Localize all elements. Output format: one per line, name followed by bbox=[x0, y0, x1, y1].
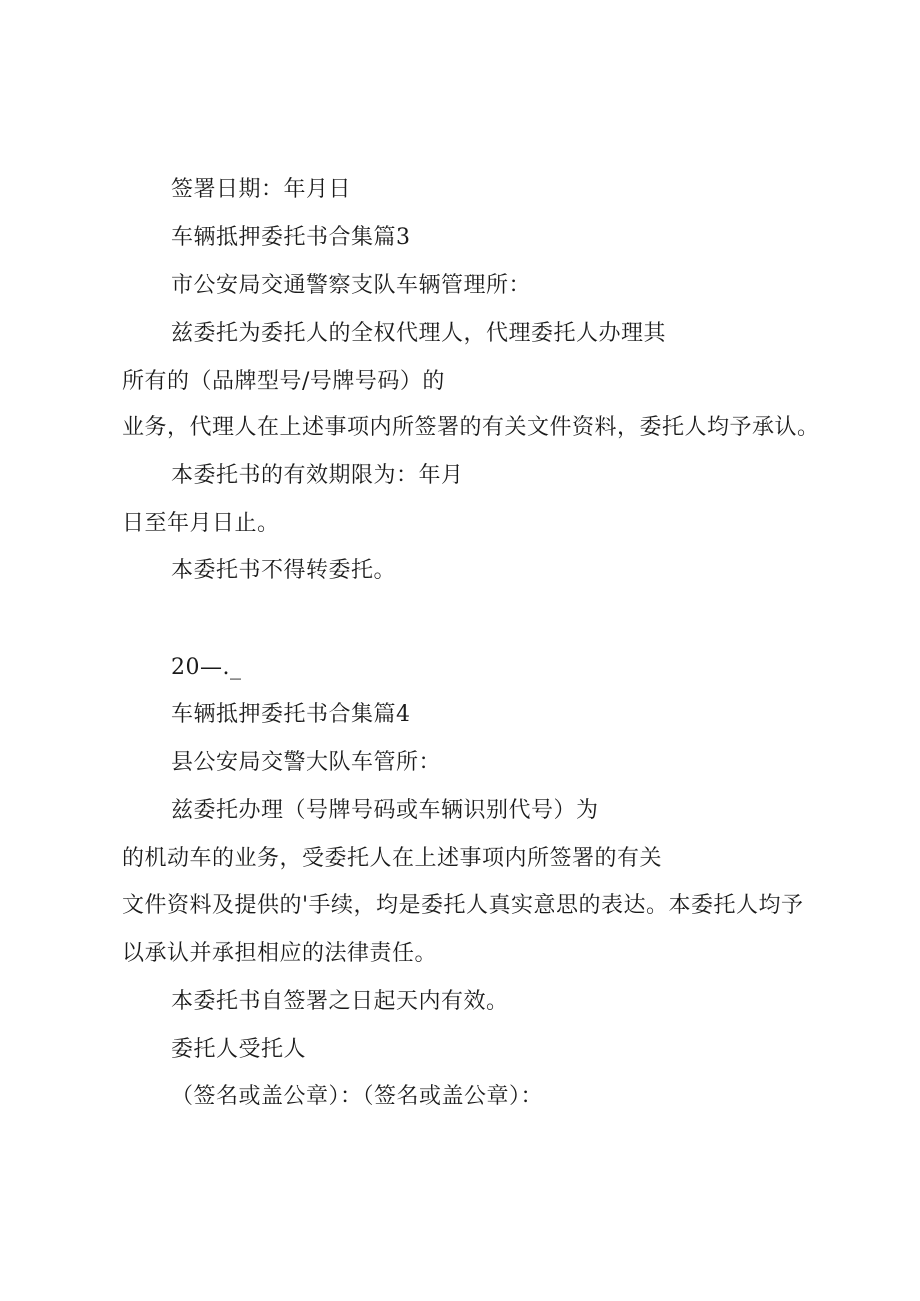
paragraph-line: 文件资料及提供的'手续，均是委托人真实意思的表达。本委托人均予 bbox=[122, 893, 804, 918]
validity-end-line: 日至年月日止。 bbox=[122, 511, 280, 536]
section-heading-3: 车辆抵押委托书合集篇3 bbox=[171, 225, 411, 250]
paragraph-line: 所有的（品牌型号/号牌号码）的 bbox=[122, 369, 445, 394]
year-line: 20—._ bbox=[171, 655, 242, 680]
validity-line: 本委托书自签署之日起天内有效。 bbox=[171, 989, 509, 1014]
paragraph-line: 的机动车的业务，受委托人在上述事项内所签署的有关 bbox=[122, 846, 663, 871]
signing-date-line: 签署日期：年月日 bbox=[171, 177, 352, 202]
addressee-line: 县公安局交警大队车管所： bbox=[171, 750, 442, 775]
signatories-line: 委托人受托人 bbox=[171, 1037, 307, 1062]
paragraph-line: 业务，代理人在上述事项内所签署的有关文件资料，委托人均予承认。 bbox=[122, 415, 820, 440]
paragraph-line: 兹委托为委托人的全权代理人，代理委托人办理其 bbox=[171, 321, 667, 346]
no-subdelegation-line: 本委托书不得转委托。 bbox=[171, 558, 397, 583]
paragraph-line: 兹委托办理（号牌号码或车辆识别代号）为 bbox=[171, 798, 599, 823]
addressee-line: 市公安局交通警察支队车辆管理所： bbox=[171, 273, 532, 298]
section-heading-4: 车辆抵押委托书合集篇4 bbox=[171, 702, 411, 727]
paragraph-line: 以承认并承担相应的法律责任。 bbox=[122, 941, 438, 966]
validity-line: 本委托书的有效期限为：年月 bbox=[171, 463, 464, 488]
signature-line: （签名或盖公章）：（签名或盖公章）： bbox=[171, 1084, 544, 1109]
